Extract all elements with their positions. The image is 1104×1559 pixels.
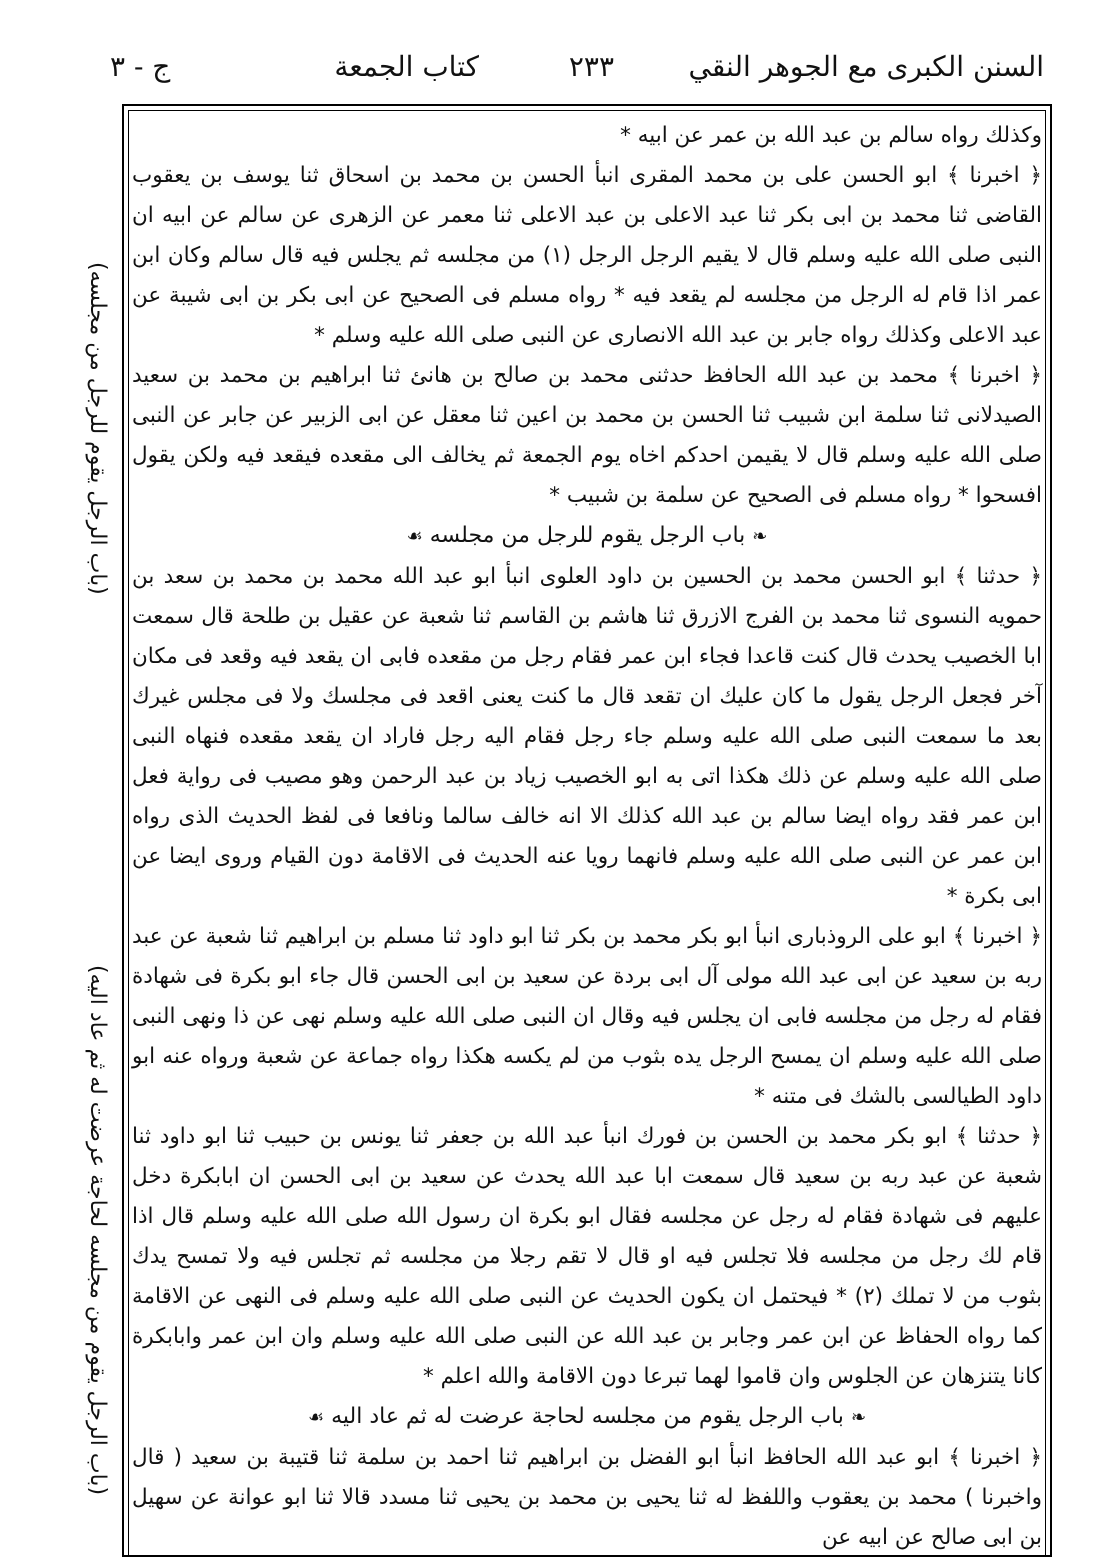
paragraph: ﴿ اخبرنا ﴾ محمد بن عبد الله الحافظ حدثنى محمد بن صالح بن هانئ ثنا ابراهيم بن محمد بن سعيد الصيدلانى ثنا سلمة ابن شبيب ثنا الحسن بن محمد بن اعين ثنا معقل عن ابى الزبير عن جابر عن النبى صلى الله عليه وسلم قال لا يقيمن احدكم اخاه يوم الجمعة ثم يخالف الى مقعده فيقعد فيه ولكن يقول افسحوا * رواه مسلم فى الصحيح عن سلمة بن شبيب *	[132, 363, 1042, 508]
main-text	[132, 116, 1042, 1555]
paragraph: وكذلك رواه سالم بن عبد الله بن عمر عن ابيه *	[620, 123, 1042, 148]
running-title: السنن الكبرى مع الجوهر النقي	[688, 50, 1044, 83]
book-title: كتاب الجمعة	[334, 50, 479, 83]
chapter-heading-text: باب الرجل يقوم من مجلسه لحاجة عرضت له ثم عاد اليه	[331, 1404, 844, 1429]
paragraph: ﴿ اخبرنا ﴾ ابو على الروذبارى انبأ ابو بكر محمد بن بكر ثنا ابو داود ثنا مسلم بن ابراهيم ثنا شعبة عن عبد ربه بن سعيد عن ابى عبد الله مولى آل ابى بردة عن سعيد بن ابى الحسن قال جاء ابو بكرة فى شهادة فقام له رجل من مجلسه فابى ان يجلس فيه وقال ان النبى صلى الله عليه وسلم نهى عن ذا ونهى النبى صلى الله عليه وسلم ان يمسح الرجل يده بثوب من لم يكسه هكذا رواه جماعة عن شعبة ورواه عنه ابو داود الطيالسى بالشك فى متنه *	[132, 924, 1042, 1109]
chapter-heading-text: باب الرجل يقوم للرجل من مجلسه	[429, 523, 746, 548]
ornament-icon: ☙	[406, 526, 423, 547]
text-frame	[122, 104, 1052, 1557]
ornament-icon: ❧	[752, 526, 768, 547]
paragraph: ﴿ حدثنا ﴾ ابو بكر محمد بن الحسن بن فورك انبأ عبد الله بن جعفر ثنا يونس بن حبيب ثنا ابو داود ثنا شعبة عن عبد ربه بن سعيد قال سمعت ابا عبد الله يحدث عن سعيد بن ابى الحسن ان ابابكرة دخل عليهم فى شهادة فقام له رجل عن مجلسه فقال ابو بكرة ان رسول الله صلى الله عليه وسلم قال اذا قام لك رجل من مجلسه فلا تجلس فيه او قال لا تقم رجلا من مجلسه ثم تجلس فيه ولا تمسح يدك بثوب من لا تملك (٢) * فيحتمل ان يكون الحديث عن النبى صلى الله عليه وسلم فى النهى عن الاقامة كما رواه الحفاظ عن ابن عمر وجابر بن عبد الله عن النبى صلى الله عليه وسلم وان ابن عمر وابابكرة كانا يتنزهان عن الجلوس وان قاموا لهما تبرعا دون الاقامة والله اعلم *	[132, 1124, 1042, 1389]
margin-note-chapter-1: (باب الرجل يقوم للرجل من مجلسه)	[85, 262, 110, 595]
margin-note-chapter-2: (باب الرجل يقوم من مجلسه لحاجة عرضت له ثم عاد اليه)	[85, 965, 110, 1496]
chapter-heading	[132, 1397, 1042, 1438]
paragraph: ﴿ اخبرنا ﴾ ابو عبد الله الحافظ انبأ ابو الفضل بن ابراهيم ثنا احمد بن سلمة ثنا قتيبة بن سعيد ( قال واخبرنا ) محمد بن يعقوب واللفظ له ثنا يحيى بن محمد بن يحيى ثنا مسدد قالا ثنا ابو عوانة عن سهيل بن ابى صالح عن ابيه عن	[132, 1445, 1042, 1550]
chapter-heading	[132, 516, 1042, 557]
page-number: ٢٣٣	[568, 50, 614, 83]
ornament-icon: ☙	[307, 1407, 325, 1428]
paragraph: ﴿ اخبرنا ﴾ ابو الحسن على بن محمد المقرى انبأ الحسن بن محمد بن اسحاق ثنا يوسف بن يعقوب القاضى ثنا محمد بن ابى بكر ثنا عبد الاعلى بن عبد الاعلى ثنا معمر عن الزهرى عن سالم عن ابيه ان النبى صلى الله عليه وسلم قال لا يقيم الرجل الرجل (١) من مجلسه ثم يجلس فيه قال سالم وكان ابن عمر اذا قام له الرجل من مجلسه لم يقعد فيه * رواه مسلم فى الصحيح عن ابى بكر بن ابى شيبة عن عبد الاعلى وكذلك رواه جابر بن عبد الله الانصارى عن النبى صلى الله عليه وسلم *	[132, 163, 1042, 348]
page-header	[110, 44, 1054, 100]
volume-label: ج - ٣	[110, 50, 171, 83]
ornament-icon: ❧	[850, 1407, 867, 1428]
paragraph: ﴿ حدثنا ﴾ ابو الحسن محمد بن الحسين بن داود العلوى انبأ ابو عبد الله محمد بن محمد بن سعد بن حمويه النسوى ثنا محمد بن الفرج الازرق ثنا هاشم بن القاسم ثنا شعبة عن عقيل بن طلحة قال سمعت ابا الخصيب يحدث قال كنت قاعدا فجاء ابن عمر فقام رجل من مقعده فابى ان يقعد فيه وقعد فى مكان آخر فجعل الرجل يقول ما كان عليك ان تقعد قال ما كنت يعنى اقعد فى مجلسك ولا فى مجلس غيرك بعد ما سمعت النبى صلى الله عليه وسلم جاء رجل فقام اليه رجل فاراد ان يقعد مقعده فنهاه النبى صلى الله عليه وسلم عن ذلك هكذا اتى به ابو الخصيب زياد بن عبد الرحمن وهو مصيب فى رواية فعل ابن عمر فقد رواه ايضا سالم بن عبد الله كذلك الا انه خالف سالما ونافعا فى لفظ الحديث الذى رواه ابن عمر عن النبى صلى الله عليه وسلم فانهما رويا عنه الحديث فى الاقامة دون القيام وروى ايضا عن ابى بكرة *	[132, 564, 1042, 909]
